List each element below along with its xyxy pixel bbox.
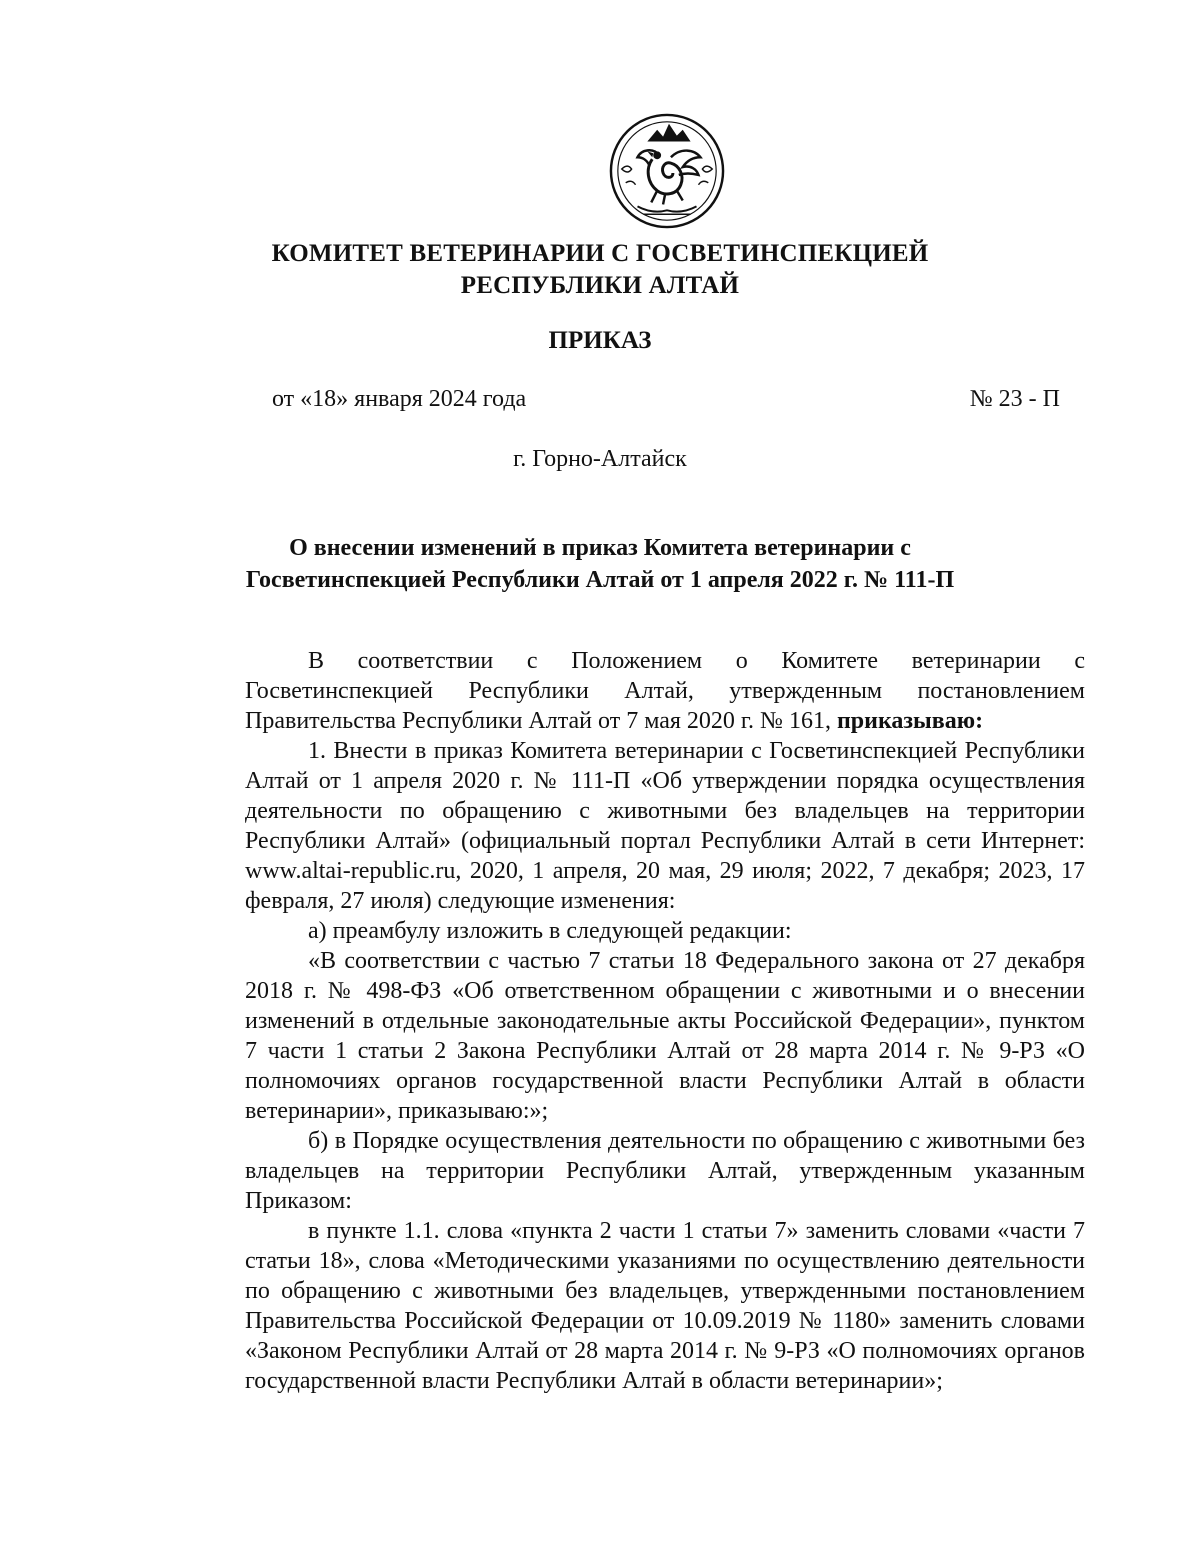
document-type: ПРИКАЗ (548, 327, 652, 354)
body-paragraph-3: а) преамбулу изложить в следующей редакции: (308, 918, 792, 944)
document-city: г. Горно-Алтайск (513, 446, 687, 472)
organization-title-line1: КОМИТЕТ ВЕТЕРИНАРИИ С ГОСВЕТИНСПЕКЦИЕЙ (271, 240, 929, 267)
document-subject (220, 532, 980, 596)
subject-line2: Госветинспекцией Республики Алтай от 1 апреля 2022 г. № 111-П (245, 567, 955, 593)
altai-republic-coat-of-arms-icon (608, 112, 726, 230)
body-paragraph-6: в пункте 1.1. слова «пункта 2 части 1 статьи 7» заменить словами «части 7 статьи 18», слова «Методическими указаниями по осуществлению деятельности по обращению с животными без владельцев, утвержденными постановлением Правительства Российской Федерации от 10.09.2019 № 1180» заменить словами «Законом Республики Алтай от 28 марта 2014 г. № 9-РЗ «О полномочиях органов государственной власти Республики Алтай в области ветеринарии»; (245, 1218, 1085, 1394)
body-paragraph-4: «В соответствии с частью 7 статьи 18 Федерального закона от 27 декабря 2018 г. № 498-ФЗ «Об ответственном обращении с животными и о внесении изменений в отдельные законодательные акты Российской Федерации», пунктом 7 части 1 статьи 2 Закона Республики Алтай от 28 марта 2014 г. № 9-РЗ «О полномочиях органов государственной власти Республики Алтай в области ветеринарии», приказываю:»; (245, 948, 1085, 1124)
body-paragraph-5: б) в Порядке осуществления деятельности по обращению с животными без владельцев на территории Республики Алтай, утвержденным указанным Приказом: (245, 1128, 1085, 1214)
subject-line1: О внесении изменений в приказ Комитета ветеринарии с (289, 535, 911, 561)
document-body (245, 646, 1085, 1396)
body-paragraph-1-bold: приказываю: (830, 708, 984, 734)
organization-title-line2: РЕСПУБЛИКИ АЛТАЙ (460, 272, 740, 299)
document-number: № 23 - П (969, 386, 1060, 412)
organization-title (240, 238, 960, 302)
document-date: от «18» января 2024 года (272, 386, 527, 412)
body-paragraph-2: 1. Внести в приказ Комитета ветеринарии с Госветинспекцией Республики Алтай от 1 апреля 2020 г. № 111-П «Об утверждении порядка осуществления деятельности по обращению с животными без владельцев на территории Республики Алтай» (официальный портал Республики Алтай в сети Интернет: www.altai-republic.ru, 2020, 1 апреля, 20 мая, 29 июля; 2022, 7 декабря; 2023, 17 февраля, 27 июля) следующие изменения: (245, 738, 1085, 914)
body-paragraph-1 (245, 646, 1085, 736)
body-paragraph-1-text: В соответствии с Положением о Комитете ветеринарии с Госветинспекцией Республики Алтай, утвержденным постановлением Правительства Республики Алтай от 7 мая 2020 г. № 161, (245, 648, 1085, 734)
